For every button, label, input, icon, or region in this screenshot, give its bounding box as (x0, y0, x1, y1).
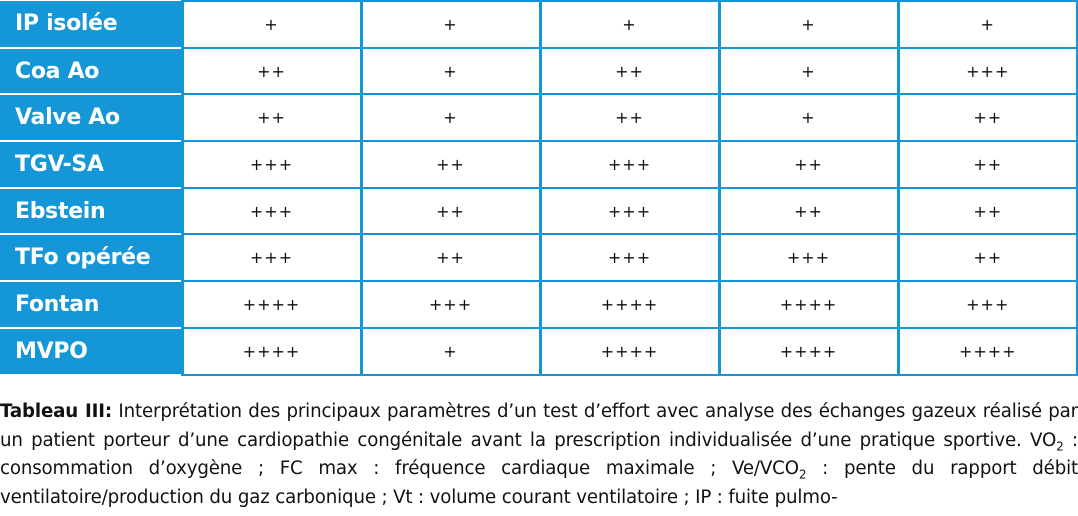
caption-label: Tableau III: (0, 401, 113, 422)
table-caption (0, 398, 1078, 512)
table-cell: + (898, 1, 1077, 48)
table-cell: + (719, 48, 898, 95)
table-cell: ++ (898, 234, 1077, 281)
table-cell: +++ (540, 141, 719, 188)
table-cell: ++ (898, 94, 1077, 141)
row-header: TGV-SA (0, 141, 182, 188)
row-header: Fontan (0, 281, 182, 328)
table-cell: ++ (540, 48, 719, 95)
table-cell: +++ (361, 281, 540, 328)
table-row (0, 94, 1077, 141)
row-header: Coa Ao (0, 48, 182, 95)
table-cell: ++ (540, 94, 719, 141)
table-row (0, 141, 1077, 188)
table-row (0, 328, 1077, 375)
table-row (0, 1, 1077, 48)
table-cell: ++++ (540, 281, 719, 328)
caption-subscript-2: 2 (798, 467, 807, 482)
table-cell: ++ (361, 234, 540, 281)
table-cell: +++ (540, 234, 719, 281)
row-header: TFo opérée (0, 234, 182, 281)
table-row (0, 188, 1077, 235)
table-cell: ++++ (719, 281, 898, 328)
table-cell: +++ (898, 48, 1077, 95)
table-cell: + (361, 1, 540, 48)
table-cell: +++ (182, 141, 361, 188)
table-cell: ++++ (719, 328, 898, 375)
row-header: MVPO (0, 328, 182, 375)
row-header: Valve Ao (0, 94, 182, 141)
table-cell: +++ (898, 281, 1077, 328)
table-row (0, 48, 1077, 95)
table-cell: + (361, 48, 540, 95)
table-cell: +++ (182, 188, 361, 235)
table-row (0, 234, 1077, 281)
caption-subscript-1: 2 (1056, 439, 1064, 454)
table-cell: ++ (182, 48, 361, 95)
table-cell: +++ (540, 188, 719, 235)
row-header: Ebstein (0, 188, 182, 235)
table-cell: + (361, 328, 540, 375)
table-cell: + (361, 94, 540, 141)
table-cell: + (719, 94, 898, 141)
table-cell: ++++ (182, 328, 361, 375)
table-row (0, 281, 1077, 328)
table-cell: ++ (361, 141, 540, 188)
table-cell: ++ (898, 188, 1077, 235)
table-cell: ++++ (540, 328, 719, 375)
table-cell: ++ (719, 141, 898, 188)
table-cell: ++ (361, 188, 540, 235)
table-cell: + (719, 1, 898, 48)
table-cell: ++++ (182, 281, 361, 328)
table-cell: ++ (898, 141, 1077, 188)
table-cell: +++ (182, 234, 361, 281)
caption-text-3: : pente du rapport débit ventilatoire/production du gaz carbonique ; Vt : volume courant ventilatoire ; IP : fuite pulmo- (0, 458, 1078, 508)
table-cell: ++ (719, 188, 898, 235)
table-cell: ++++ (898, 328, 1077, 375)
table-cell: +++ (719, 234, 898, 281)
table-cell: ++ (182, 94, 361, 141)
table-cell: + (540, 1, 719, 48)
row-header: IP isolée (0, 1, 182, 48)
table-cell: + (182, 1, 361, 48)
caption-text-1: Interprétation des principaux paramètres d’un test d’effort avec analyse des échanges gazeux réalisé par un patient porteur d’une cardiopathie congénitale avant la prescription individualisée d’une pratique sportive. VO (0, 401, 1078, 451)
caption-text-2: : consommation d’oxygène ; FC max : fréquence cardiaque maximale ; Ve/VCO (0, 429, 1078, 479)
